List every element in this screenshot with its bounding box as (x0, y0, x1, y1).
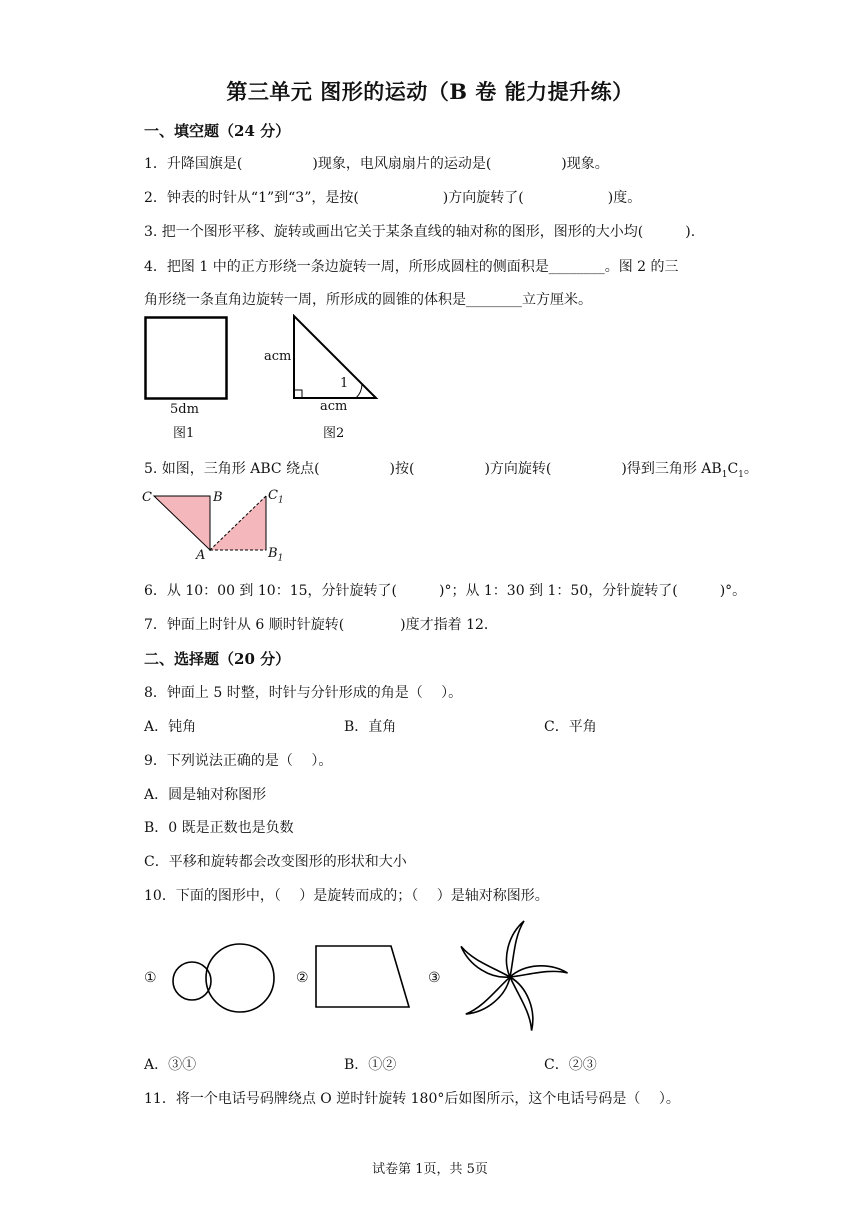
q10-option-c: C．②③ (544, 1057, 597, 1073)
figure-5-label-b: B (213, 490, 223, 505)
q9-option-a: A．圆是轴对称图形 (144, 787, 267, 803)
figure-2-angle-label: 1 (340, 376, 349, 391)
q9-option-c: C．平移和旋转都会改变图形的形状和大小 (144, 854, 407, 870)
question-6: 6．从 10：00 到 10：15，分针旋转了( )°；从 1：30 到 1：50，分针旋转了( )°。 (144, 583, 747, 599)
question-4-line2: 角形绕一条直角边旋转一周，所形成的圆锥的体积是________立方厘米。 (144, 292, 592, 308)
question-2: 2．钟表的时针从“1”到“3”，是按( )方向旋转了( )度。 (144, 190, 642, 206)
section-multiple-choice: 二、选择题（20 分） (144, 650, 291, 668)
page-footer: 试卷第 1页，共 5页 (372, 1162, 488, 1177)
question-9: 9．下列说法正确的是（ ）。 (144, 753, 333, 769)
figure-5-label-a: A (196, 548, 206, 563)
figure-5-label-c: C (142, 490, 152, 505)
q9-option-b: B．0 既是正数也是负数 (144, 820, 294, 836)
q8-option-a: A．钝角 (144, 719, 197, 735)
q10-figure-circles (168, 942, 278, 1018)
figure-5-label-b1: $B_1$ (268, 546, 284, 564)
figure-2-bottom-label: acm (320, 399, 348, 414)
page-title: 第三单元 图形的运动（B 卷 能力提升练） (226, 79, 634, 104)
q8-option-c: C．平角 (544, 719, 597, 735)
question-5: 5. 如图，三角形 ABC 绕点( )按( )方向旋转( )得到三角形 $AB_1C_1$。 (144, 461, 758, 480)
q10-figure-pinwheel (448, 918, 572, 1040)
figure-2-caption: 图2 (323, 426, 345, 441)
figure-5-label-c1: $C_1$ (268, 488, 284, 506)
question-1: 1．升降国旗是( )现象，电风扇扇片的运动是( )现象。 (144, 156, 609, 172)
question-8: 8．钟面上 5 时整，时针与分针形成的角是（ ）。 (144, 685, 463, 701)
figure-1-side-label: 5dm (170, 402, 199, 417)
figure-1-square (144, 316, 228, 404)
q10-figure-trapezoid (313, 943, 413, 1015)
q10-option-b: B．①② (344, 1057, 397, 1073)
q10-label-2: ② (296, 970, 309, 986)
figure-2-left-label: acm (264, 349, 292, 364)
q8-option-b: B．直角 (344, 719, 397, 735)
figure-2-triangle (290, 314, 380, 406)
q10-option-a: A．③① (144, 1057, 197, 1073)
q10-label-3: ③ (428, 970, 441, 986)
q10-label-1: ① (144, 970, 157, 986)
question-7: 7．钟面上时针从 6 顺时针旋转( )度才指着 12． (144, 617, 498, 633)
question-11: 11．将一个电话号码牌绕点 O 逆时针旋转 180°后如图所示，这个电话号码是（ ）。 (144, 1091, 680, 1107)
section-fill-in: 一、填空题（24 分） (144, 122, 291, 140)
question-4-line1: 4．把图 1 中的正方形绕一条边旋转一周，所形成圆柱的侧面积是________。图 2 的三 (144, 259, 679, 275)
figure-1-caption: 图1 (173, 426, 195, 441)
question-10: 10．下面的图形中，（ ）是旋转而成的；（ ）是轴对称图形。 (144, 888, 549, 904)
question-3: 3. 把一个图形平移、旋转或画出它关于某条直线的轴对称的图形，图形的大小均( ). (144, 224, 696, 240)
